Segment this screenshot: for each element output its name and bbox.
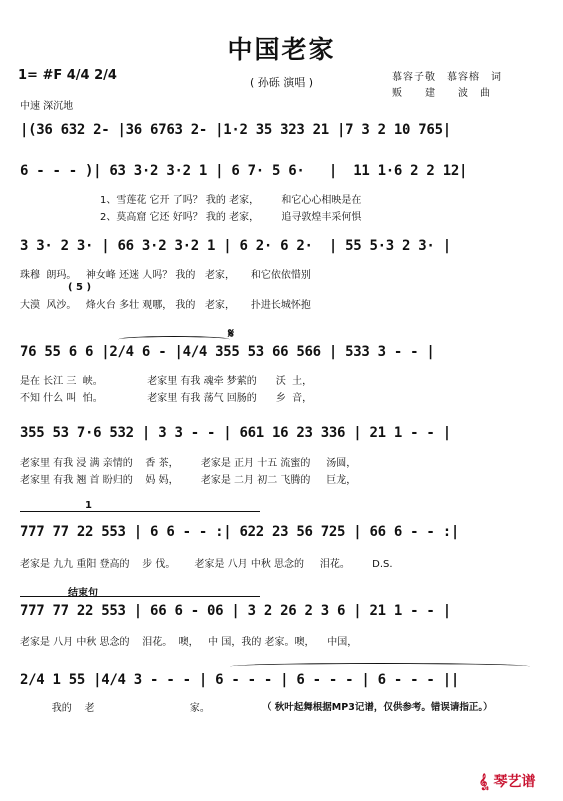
verse-reference: ( 5 ): [68, 282, 92, 293]
transcription-note: （ 秋叶起舞根据MP3记谱，仅供参考。错误请指正。）: [262, 702, 493, 713]
lyric-line-6: 老家是 九九 重阳 登高的 步 伐。 老家是 八月 中秋 思念的 泪花。 D.S.: [20, 559, 393, 570]
score-line-8: 2/4 1 55 |4/4 3 - - - | 6 - - - | 6 - - - | 6 - - - ||: [20, 672, 459, 688]
ending-label: 结束句: [68, 588, 98, 599]
lyric-line-4a: 是在 长江 三 峡。 老家里 有我 魂牵 梦萦的 沃 土，: [20, 376, 313, 387]
score-line-5: 355 53 7·6 532 | 3 3 - - | 661 16 23 336 | 21 1 - - |: [20, 425, 451, 441]
lyric-line-5b: 老家里 有我 翘 首 盼归的 妈 妈， 老家是 二月 初二 飞腾的 巨龙，: [20, 475, 357, 486]
tempo-marking: 中速 深沉地: [20, 101, 74, 112]
score-line-6: 777 77 22 553 | 6 6 - - :| 622 23 56 725 | 66 6 - - :|: [20, 524, 459, 540]
lyric-line-8: 我的 老 家。: [20, 703, 210, 714]
ending-bracket: [20, 596, 260, 597]
singer-credit: ( 孙砾 演唱 ): [249, 76, 314, 89]
score-line-1: |(36 632 2- |36 6763 2- |1·2 35 323 21 |7 3 2 10 765|: [20, 122, 451, 138]
key-signature: 1= #F 4/4 2/4: [18, 68, 117, 83]
score-line-7: 777 77 22 553 | 66 6 - 06 | 3 2 26 2 3 6 | 21 1 - - |: [20, 603, 451, 619]
lyric-line-4b: 不知 什么 叫 怕。 老家里 有我 荡气 回肠的 乡 音，: [20, 393, 313, 404]
logo-icon: 𝄠: [479, 774, 494, 790]
lyricist-credit: 慕容子敬 慕容榕 词: [392, 72, 502, 83]
song-title: 中国老家: [227, 35, 336, 64]
lyric-line-3a: 珠穆 朗玛。 神女峰 还迷 人吗？ 我的 老家， 和它依依惜别: [20, 270, 311, 281]
lyric-line-7: 老家是 八月 中秋 思念的 泪花。 噢， 中 国，我的 老家。噢， 中国，: [20, 637, 358, 648]
score-line-3: 3 3· 2 3· | 66 3·2 3·2 1 | 6 2· 6 2· | 55 5·3 2 3· |: [20, 238, 451, 254]
slur: [118, 336, 230, 343]
logo-text: 琴艺谱: [493, 774, 536, 790]
segno-sign: 𝄋: [228, 326, 235, 342]
lyric-line-5a: 老家里 有我 浸 满 亲情的 香 茶， 老家是 正月 十五 流蜜的 汤圆，: [20, 458, 357, 469]
volta-number: 1: [85, 500, 92, 511]
tie-arc: [230, 663, 530, 670]
lyric-line-2b: 2、莫高窟 它还 好吗？ 我的 老家， 追寻敦煌丰采何惧: [100, 212, 362, 223]
lyric-line-3b: 大漠 风沙。 烽火台 多壮 观哪， 我的 老家， 扑进长城怀抱: [20, 300, 311, 311]
site-logo[interactable]: [479, 771, 536, 791]
volta-bracket: [20, 511, 260, 512]
lyric-line-2a: 1、雪莲花 它开 了吗？ 我的 老家， 和它心心相映是在: [100, 195, 362, 206]
score-line-2: 6 - - - )| 63 3·2 3·2 1 | 6 7· 5 6· | 11 1·6 2 2 12|: [20, 163, 468, 179]
composer-credit: 贩 建 波 曲: [392, 88, 491, 99]
score-line-4: 76 55 6 6 |2/4 6 - |4/4 355 53 66 566 | 533 3 - - |: [20, 344, 435, 360]
